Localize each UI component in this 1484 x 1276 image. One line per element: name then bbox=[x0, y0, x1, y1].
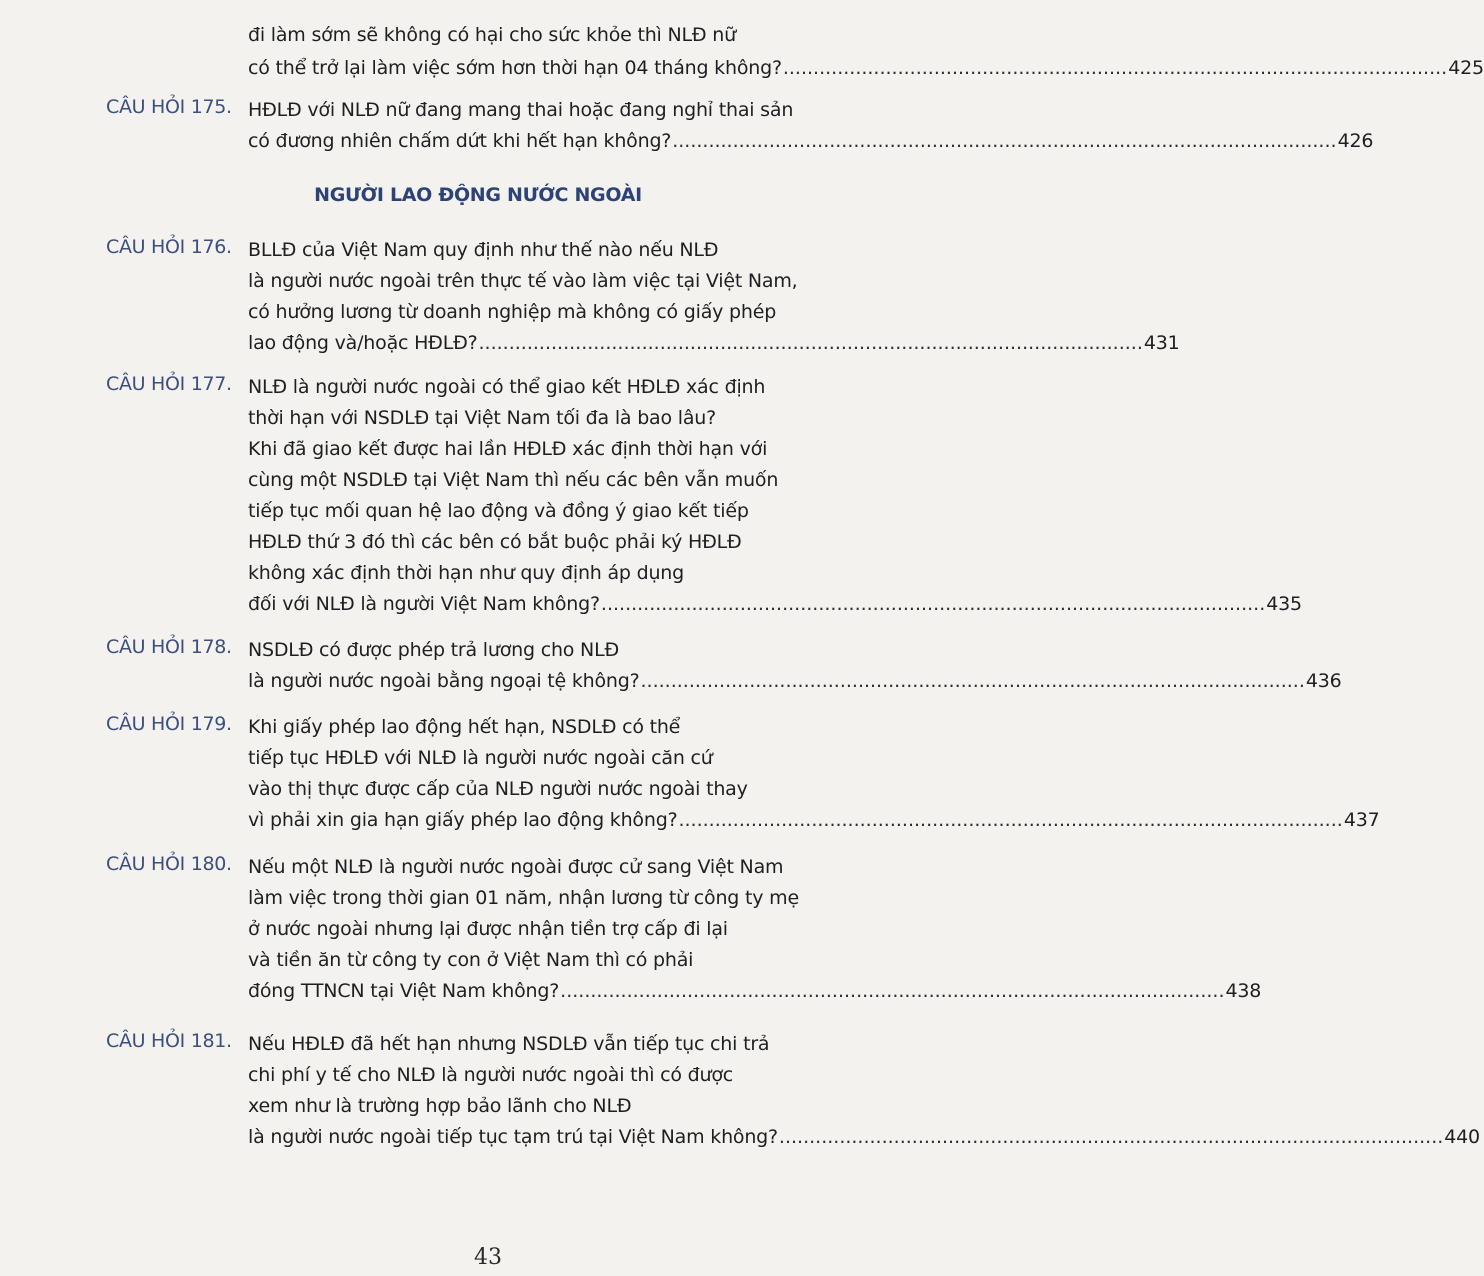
entry-last-line bbox=[248, 126, 1374, 157]
dot-leader: .............................................................................................................. bbox=[672, 130, 1337, 152]
question-label: CÂU HỎI 178. bbox=[106, 636, 232, 658]
page-ref: 438 bbox=[1225, 980, 1262, 1002]
dot-leader: .............................................................................................................. bbox=[640, 670, 1305, 692]
entry-text-line: Khi giấy phép lao động hết hạn, NSDLĐ có thể bbox=[248, 716, 681, 738]
entry-text-line: ở nước ngoài nhưng lại được nhận tiền trợ cấp đi lại bbox=[248, 918, 728, 940]
dot-leader: .............................................................................................................. bbox=[782, 57, 1448, 79]
entry-last-line bbox=[248, 666, 1342, 697]
page-ref: 425 bbox=[1448, 57, 1484, 79]
entry-last-line bbox=[248, 53, 1484, 84]
entry-text-line: có đương nhiên chấm dứt khi hết hạn không? bbox=[248, 130, 672, 152]
entry-text-line: và tiền ăn từ công ty con ở Việt Nam thì có phải bbox=[248, 949, 694, 971]
question-label: CÂU HỎI 176. bbox=[106, 236, 232, 258]
entry-text-line: đi làm sớm sẽ không có hại cho sức khỏe thì NLĐ nữ bbox=[248, 24, 736, 46]
page-ref: 440 bbox=[1444, 1126, 1480, 1148]
entry-text-line: Nếu HĐLĐ đã hết hạn nhưng NSDLĐ vẫn tiếp tục chi trả bbox=[248, 1033, 770, 1055]
entry-text-line: là người nước ngoài trên thực tế vào làm việc tại Việt Nam, bbox=[248, 270, 798, 292]
entry-text-line: vì phải xin gia hạn giấy phép lao động không? bbox=[248, 809, 678, 831]
entry-text-line: không xác định thời hạn như quy định áp dụng bbox=[248, 562, 685, 584]
entry-text-line: có thể trở lại làm việc sớm hơn thời hạn 04 tháng không? bbox=[248, 57, 782, 79]
entry-text-line: vào thị thực được cấp của NLĐ người nước ngoài thay bbox=[248, 778, 748, 800]
question-label: CÂU HỎI 177. bbox=[106, 373, 232, 395]
entry-last-line bbox=[248, 589, 1302, 620]
page-ref: 436 bbox=[1305, 670, 1342, 692]
entry-text-line: Nếu một NLĐ là người nước ngoài được cử sang Việt Nam bbox=[248, 856, 784, 878]
entry-last-line bbox=[248, 1122, 1480, 1153]
entry-text-line: HĐLĐ thứ 3 đó thì các bên có bắt buộc phải ký HĐLĐ bbox=[248, 531, 742, 553]
entry-text-line: đối với NLĐ là người Việt Nam không? bbox=[248, 593, 600, 615]
entry-text-line: chi phí y tế cho NLĐ là người nước ngoài thì có được bbox=[248, 1064, 734, 1086]
dot-leader: .............................................................................................................. bbox=[778, 1126, 1444, 1148]
entry-text-line: có hưởng lương từ doanh nghiệp mà không có giấy phép bbox=[248, 301, 777, 323]
dot-leader: .............................................................................................................. bbox=[600, 593, 1266, 615]
entry-text-line: tiếp tục HĐLĐ với NLĐ là người nước ngoài căn cứ bbox=[248, 747, 713, 769]
entry-text-line: xem như là trường hợp bảo lãnh cho NLĐ bbox=[248, 1095, 632, 1117]
entry-text-line: Khi đã giao kết được hai lần HĐLĐ xác định thời hạn với bbox=[248, 438, 768, 460]
page-number: 43 bbox=[474, 1245, 502, 1270]
entry-last-line bbox=[248, 328, 1180, 359]
entry-text-line: lao động và/hoặc HĐLĐ? bbox=[248, 332, 478, 354]
entry-last-line bbox=[248, 976, 1262, 1007]
entry-text-line: đóng TTNCN tại Việt Nam không? bbox=[248, 980, 560, 1002]
question-label: CÂU HỎI 181. bbox=[106, 1030, 232, 1052]
entry-text-line: thời hạn với NSDLĐ tại Việt Nam tối đa là bao lâu? bbox=[248, 407, 717, 429]
entry-text-line: tiếp tục mối quan hệ lao động và đồng ý giao kết tiếp bbox=[248, 500, 749, 522]
section-heading: NGƯỜI LAO ĐỘNG NƯỚC NGOÀI bbox=[314, 184, 642, 206]
question-label: CÂU HỎI 180. bbox=[106, 853, 232, 875]
page-ref: 435 bbox=[1266, 593, 1302, 615]
entry-last-line bbox=[248, 805, 1380, 836]
entry-text-line: NLĐ là người nước ngoài có thể giao kết HĐLĐ xác định bbox=[248, 376, 766, 398]
entry-text-line: NSDLĐ có được phép trả lương cho NLĐ bbox=[248, 639, 619, 661]
dot-leader: .............................................................................................................. bbox=[678, 809, 1343, 831]
page-ref: 437 bbox=[1343, 809, 1380, 831]
entry-text-line: làm việc trong thời gian 01 năm, nhận lương từ công ty mẹ bbox=[248, 887, 799, 909]
question-label: CÂU HỎI 179. bbox=[106, 713, 232, 735]
entry-text-line: là người nước ngoài bằng ngoại tệ không? bbox=[248, 670, 640, 692]
entry-text-line: là người nước ngoài tiếp tục tạm trú tại Việt Nam không? bbox=[248, 1126, 778, 1148]
entry-text-line: HĐLĐ với NLĐ nữ đang mang thai hoặc đang nghỉ thai sản bbox=[248, 99, 794, 121]
dot-leader: .............................................................................................................. bbox=[560, 980, 1225, 1002]
page-ref: 431 bbox=[1143, 332, 1180, 354]
page-ref: 426 bbox=[1337, 130, 1374, 152]
entry-text-line: cùng một NSDLĐ tại Việt Nam thì nếu các bên vẫn muốn bbox=[248, 469, 779, 491]
dot-leader: .............................................................................................................. bbox=[478, 332, 1143, 354]
entry-text-line: BLLĐ của Việt Nam quy định như thế nào nếu NLĐ bbox=[248, 239, 719, 261]
question-label: CÂU HỎI 175. bbox=[106, 96, 232, 118]
